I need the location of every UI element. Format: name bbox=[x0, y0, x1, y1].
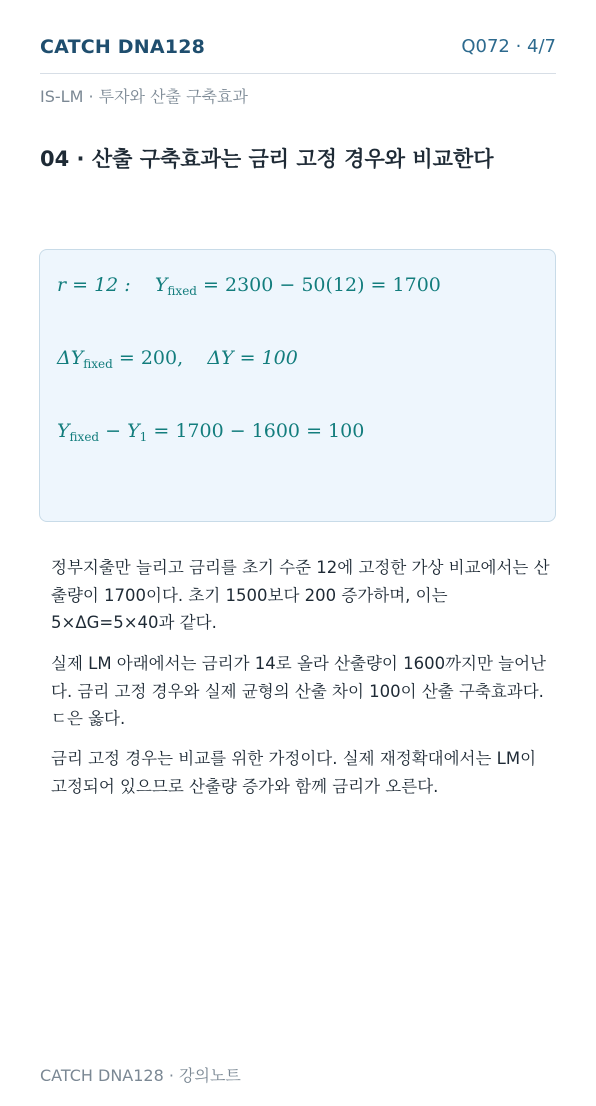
formula-lhs: ΔY bbox=[57, 347, 84, 369]
brand-title: CATCH DNA128 bbox=[40, 36, 206, 58]
formula-rhs: ΔY = 100 bbox=[207, 347, 298, 369]
paragraph-assumption: 금리 고정 경우는 비교를 위한 가정이다. 실제 재정확대에서는 LM이 고정되어 있으므로 산출량 증가와 함께 금리가 오른다. bbox=[51, 749, 537, 796]
formula-lhs-sub: fixed bbox=[83, 357, 113, 371]
formula-pre: r = 12 : bbox=[57, 274, 131, 296]
formula-lhs-sub: fixed bbox=[167, 284, 197, 298]
formula-op-sub: 1 bbox=[139, 430, 148, 444]
formula-fixed-output bbox=[57, 274, 441, 298]
question-number: Q072 · 4/7 bbox=[461, 36, 556, 57]
formula-mid: = 200, bbox=[118, 347, 184, 369]
formula-op: − Y bbox=[105, 420, 140, 442]
formula-rhs: = 1700 − 1600 = 100 bbox=[153, 420, 365, 442]
paragraph-actual-lm: 실제 LM 아래에서는 금리가 14로 올라 산출량이 1600까지만 늘어난다. 금리 고정 경우와 실제 균형의 산출 차이 100이 산출 구축효과다. ㄷ은 옳다. bbox=[51, 654, 546, 728]
formula-lhs-sub: fixed bbox=[69, 430, 100, 444]
formula-lhs: Y bbox=[57, 420, 70, 442]
formula-box bbox=[39, 249, 556, 522]
formula-crowding-out bbox=[57, 420, 364, 444]
formula-rhs: = 2300 − 50(12) = 1700 bbox=[203, 274, 441, 296]
page-title: 04 · 산출 구축효과는 금리 고정 경우와 비교한다 bbox=[40, 147, 494, 171]
formula-output-change bbox=[57, 347, 298, 371]
formula-lhs: Y bbox=[154, 274, 168, 296]
footer: CATCH DNA128 · 강의노트 bbox=[40, 1066, 241, 1085]
paragraph-fixed-rate: 정부지출만 늘리고 금리를 초기 수준 12에 고정한 가상 비교에서는 산출량이 1700이다. 초기 1500보다 200 증가하며, 이는 5×ΔG=5×40과 같다. bbox=[51, 558, 550, 632]
header bbox=[40, 36, 556, 74]
breadcrumb: IS-LM · 투자와 산출 구축효과 bbox=[40, 87, 248, 106]
